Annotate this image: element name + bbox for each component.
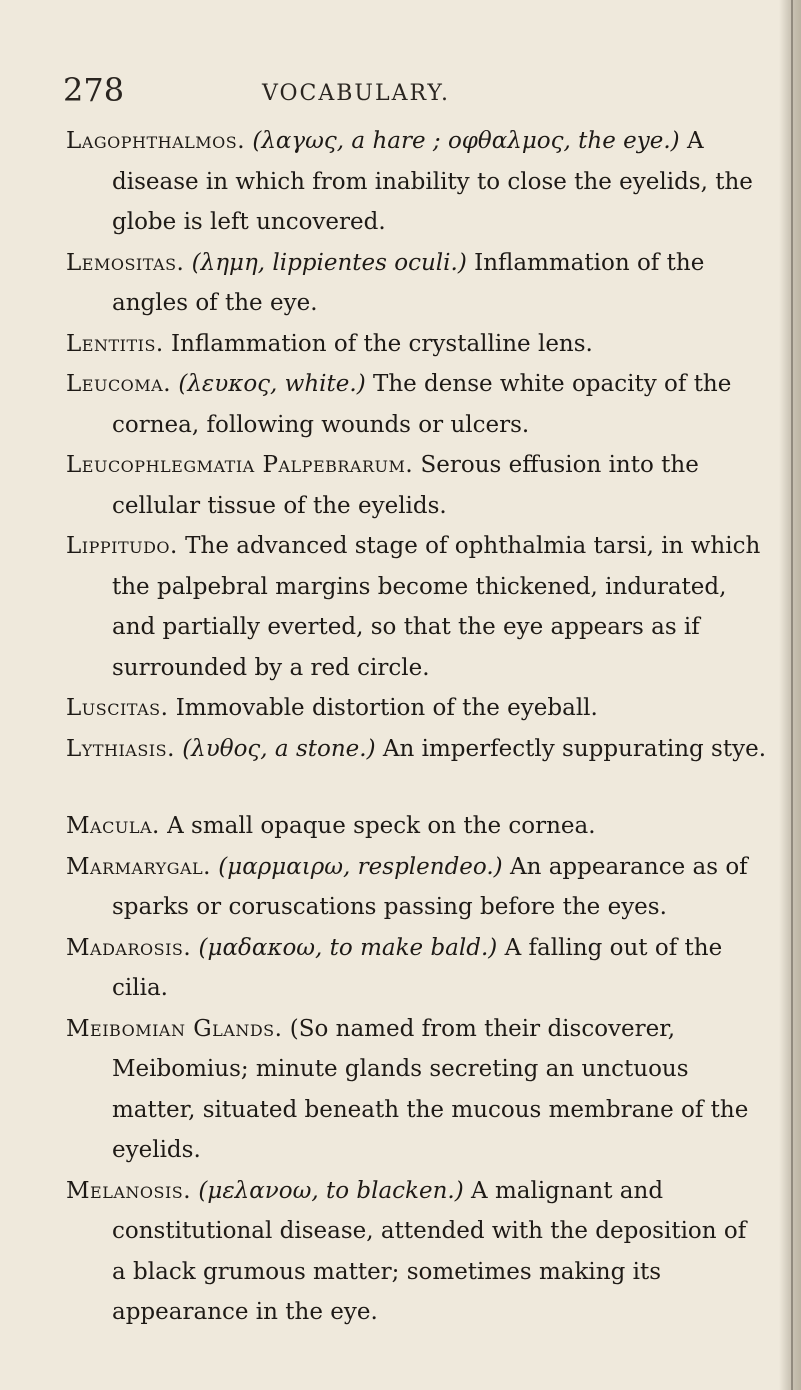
vocabulary-entries xyxy=(66,121,766,1333)
vocabulary-entry xyxy=(66,121,766,243)
vocabulary-entry xyxy=(66,729,766,770)
definition: An appearance as of sparks or coruscations passing before the eyes. xyxy=(112,853,748,920)
etymology: (λυθος, a stone.) xyxy=(182,735,376,762)
page-number: 278 xyxy=(63,71,125,109)
headword: Madarosis. xyxy=(66,934,192,961)
vocabulary-entry xyxy=(66,364,766,445)
page-edge-shadow xyxy=(779,0,801,1390)
headword: Lemositas. xyxy=(66,249,185,276)
vocabulary-entry xyxy=(66,688,766,729)
definition: Serous effusion into the cellular tissue of the eyelids. xyxy=(112,452,699,519)
headword: Macula. xyxy=(66,813,160,839)
vocabulary-entry xyxy=(66,324,766,365)
running-title: VOCABULARY. xyxy=(262,81,451,106)
headword: Marmarygal. xyxy=(66,853,211,880)
etymology: (λαγως, a hare ; οφθαλμος, the eye.) xyxy=(252,128,680,154)
headword: Leucophlegmatia Palpebrarum. xyxy=(66,452,414,478)
headword: Lippitudo. xyxy=(66,533,178,559)
definition: A small opaque speck on the cornea. xyxy=(167,813,596,839)
vocabulary-entry xyxy=(66,806,766,847)
page-edge-line xyxy=(791,0,793,1390)
vocabulary-entry xyxy=(66,243,766,324)
definition: (So named from their discoverer, Meibomius; minute glands secreting an unctuous matter, situated beneath the mucous membrane of the eyelids. xyxy=(112,1015,749,1163)
vocabulary-entry xyxy=(66,1009,766,1171)
definition: A malignant and constitutional disease, attended with the deposition of a black grumous matter; sometimes making its appearance in the eye. xyxy=(112,1177,747,1325)
definition: Inflammation of the crystalline lens. xyxy=(171,330,593,357)
headword: Melanosis. xyxy=(66,1177,192,1204)
headword: Lythiasis. xyxy=(66,735,175,762)
headword: Meibomian Glands. xyxy=(66,1015,283,1042)
definition: Inflammation of the angles of the eye. xyxy=(112,249,705,316)
headword: Lagophthalmos. xyxy=(66,128,246,154)
vocabulary-entry xyxy=(66,847,766,928)
etymology: (λημη, lippientes oculi.) xyxy=(191,249,467,276)
vocabulary-entry xyxy=(66,445,766,526)
etymology: (μαρμαιρω, resplendeo.) xyxy=(218,853,503,880)
definition: A disease in which from inability to close the eyelids, the globe is left uncovered. xyxy=(112,128,753,235)
headword: Leucoma. xyxy=(66,371,172,397)
definition: The advanced stage of ophthalmia tarsi, in which the palpebral margins become thickened, indurated, and partially everted, so that the eye appears as if surrounded by a red circle. xyxy=(112,533,761,681)
vocabulary-entry xyxy=(66,1171,766,1333)
running-head xyxy=(0,70,780,110)
definition: Immovable distortion of the eyeball. xyxy=(175,695,598,721)
etymology: (μελανοω, to blacken.) xyxy=(198,1177,464,1204)
headword: Luscitas. xyxy=(66,695,169,721)
definition: An imperfectly suppurating stye. xyxy=(382,735,767,762)
definition: A falling out of the cilia. xyxy=(112,934,723,1001)
vocabulary-entry xyxy=(66,526,766,688)
vocabulary-entry xyxy=(66,928,766,1009)
headword: Lentitis. xyxy=(66,330,164,357)
definition: The dense white opacity of the cornea, following wounds or ulcers. xyxy=(112,371,732,438)
etymology: (λευκος, white.) xyxy=(178,371,366,397)
etymology: (μαδακοω, to make bald.) xyxy=(198,934,498,961)
